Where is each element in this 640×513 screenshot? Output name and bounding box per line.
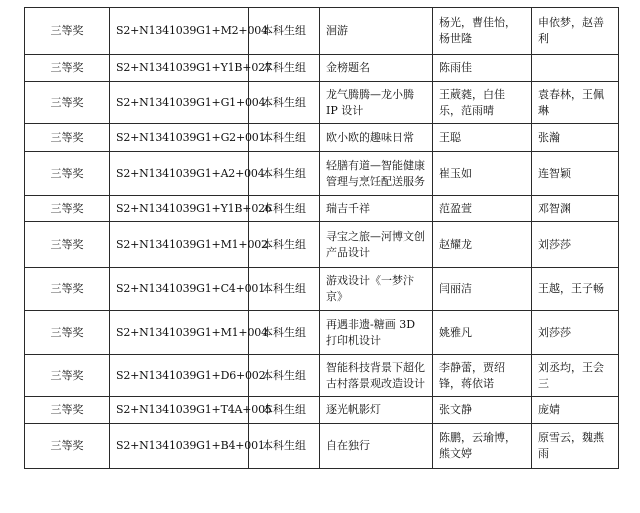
title-cell: 再遇非遗-糖画 3D 打印机设计 — [320, 311, 433, 355]
title-cell: 寻宝之旅—河博文创产品设计 — [320, 222, 433, 268]
authors-cell: 范盈萱 — [433, 196, 532, 222]
entry-id-cell: S2+N1341039G1+M1+004 — [110, 311, 249, 355]
table-row — [25, 124, 619, 152]
title-cell: 洄游 — [320, 8, 433, 55]
authors-cell: 王聪 — [433, 124, 532, 152]
group-cell: 本科生组 — [249, 82, 320, 124]
title-cell: 游戏设计《一梦汴京》 — [320, 268, 433, 311]
advisors-cell: 刘莎莎 — [532, 311, 619, 355]
entry-id-cell: S2+N1341039G1+C4+001 — [110, 268, 249, 311]
award-cell: 三等奖 — [25, 124, 110, 152]
award-cell: 三等奖 — [25, 152, 110, 196]
group-cell: 本科生组 — [249, 268, 320, 311]
authors-cell: 陈鹏，云瑜博，熊文婷 — [433, 424, 532, 469]
award-cell: 三等奖 — [25, 8, 110, 55]
entry-id-cell: S2+N1341039G1+M1+002 — [110, 222, 249, 268]
award-cell: 三等奖 — [25, 355, 110, 397]
award-cell: 三等奖 — [25, 82, 110, 124]
award-cell: 三等奖 — [25, 311, 110, 355]
advisors-cell: 王越，王子畅 — [532, 268, 619, 311]
advisors-cell — [532, 55, 619, 82]
award-cell: 三等奖 — [25, 397, 110, 424]
group-cell: 本科生组 — [249, 124, 320, 152]
authors-cell: 王葳蕤，白佳乐，范雨晴 — [433, 82, 532, 124]
group-cell: 本科生组 — [249, 311, 320, 355]
group-cell: 本科生组 — [249, 8, 320, 55]
title-cell: 逐光帆影灯 — [320, 397, 433, 424]
table-row — [25, 222, 619, 268]
title-cell: 欧小欧的趣味日常 — [320, 124, 433, 152]
entry-id-cell: S2+N1341039G1+M2+004 — [110, 8, 249, 55]
title-cell: 轻膳有道—智能健康管理与烹饪配送服务 — [320, 152, 433, 196]
authors-cell: 闫丽洁 — [433, 268, 532, 311]
group-cell: 本科生组 — [249, 196, 320, 222]
award-cell: 三等奖 — [25, 424, 110, 469]
table-row — [25, 268, 619, 311]
group-cell: 本科生组 — [249, 152, 320, 196]
table-row — [25, 355, 619, 397]
authors-cell: 张文静 — [433, 397, 532, 424]
entry-id-cell: S2+N1341039G1+Y1B+027 — [110, 55, 249, 82]
authors-cell: 姚雅凡 — [433, 311, 532, 355]
advisors-cell: 申依梦，赵善利 — [532, 8, 619, 55]
advisors-cell: 原雪云，魏燕雨 — [532, 424, 619, 469]
table-row — [25, 424, 619, 469]
entry-id-cell: S2+N1341039G1+G2+001 — [110, 124, 249, 152]
table-row — [25, 152, 619, 196]
advisors-cell: 连智颖 — [532, 152, 619, 196]
group-cell: 本科生组 — [249, 55, 320, 82]
table-row — [25, 196, 619, 222]
group-cell: 本科生组 — [249, 397, 320, 424]
award-cell: 三等奖 — [25, 55, 110, 82]
authors-cell: 赵耀龙 — [433, 222, 532, 268]
awards-table — [24, 7, 619, 469]
entry-id-cell: S2+N1341039G1+Y1B+026 — [110, 196, 249, 222]
table-row — [25, 397, 619, 424]
group-cell: 本科生组 — [249, 355, 320, 397]
group-cell: 本科生组 — [249, 222, 320, 268]
advisors-cell: 张瀚 — [532, 124, 619, 152]
table-row — [25, 311, 619, 355]
entry-id-cell: S2+N1341039G1+A2+004 — [110, 152, 249, 196]
advisors-cell: 庞婧 — [532, 397, 619, 424]
group-cell: 本科生组 — [249, 424, 320, 469]
table-row — [25, 82, 619, 124]
title-cell: 瑞吉千祥 — [320, 196, 433, 222]
award-cell: 三等奖 — [25, 268, 110, 311]
title-cell: 金榜题名 — [320, 55, 433, 82]
advisors-cell: 刘莎莎 — [532, 222, 619, 268]
title-cell: 智能科技背景下超化古村落景观改造设计 — [320, 355, 433, 397]
award-cell: 三等奖 — [25, 222, 110, 268]
title-cell: 自在独行 — [320, 424, 433, 469]
authors-cell: 陈雨佳 — [433, 55, 532, 82]
table-row — [25, 55, 619, 82]
authors-cell: 杨光，曹佳怡，杨世隆 — [433, 8, 532, 55]
advisors-cell: 袁春林，王佩琳 — [532, 82, 619, 124]
entry-id-cell: S2+N1341039G1+T4A+005 — [110, 397, 249, 424]
title-cell: 龙气腾腾—龙小腾 IP 设计 — [320, 82, 433, 124]
authors-cell: 李静蕾，贾绍锋，蒋依诺 — [433, 355, 532, 397]
advisors-cell: 刘丞均，王会三 — [532, 355, 619, 397]
entry-id-cell: S2+N1341039G1+B4+001 — [110, 424, 249, 469]
award-cell: 三等奖 — [25, 196, 110, 222]
entry-id-cell: S2+N1341039G1+D6+002 — [110, 355, 249, 397]
authors-cell: 崔玉如 — [433, 152, 532, 196]
advisors-cell: 邓智渊 — [532, 196, 619, 222]
entry-id-cell: S2+N1341039G1+G1+004 — [110, 82, 249, 124]
table-row — [25, 8, 619, 55]
